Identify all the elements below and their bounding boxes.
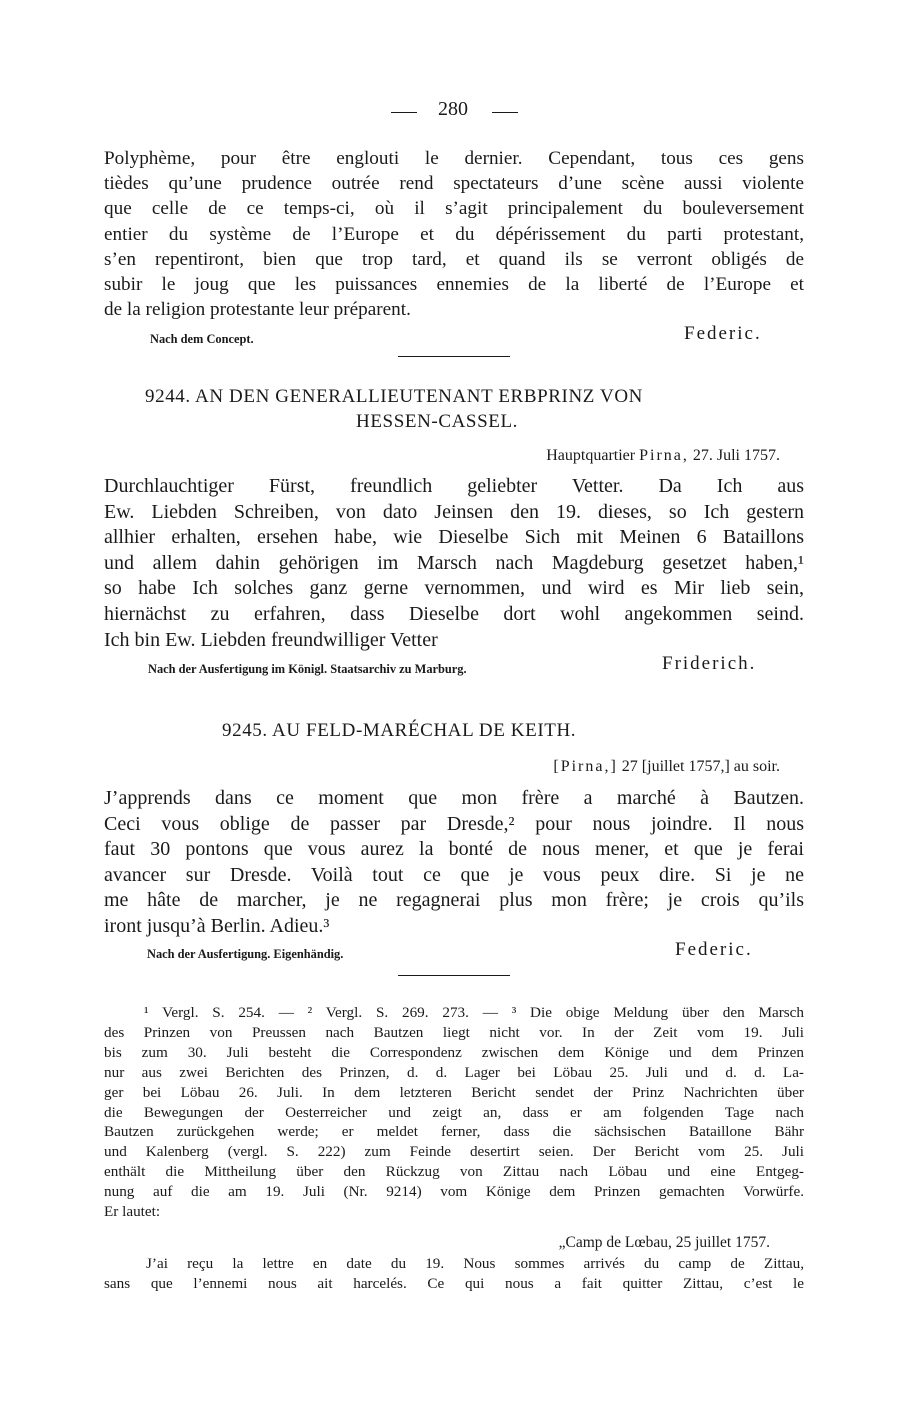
header-rule-right [492,112,518,113]
footnotes [104,1003,804,1222]
letter-body [104,474,804,653]
text-line: allhier erhalten, ersehen habe, wie Dieselbe Sich mit Meinen 6 Bataillons [104,526,804,549]
continuation-text [104,146,804,322]
footnote-line: J’ai reçu la lettre en date du 19. Nous sommes arrivés du camp de Zittau, [146,1255,804,1272]
dateline [546,447,780,465]
text-line: faut 30 pontons que vous aurez la bonté de nous mener, et que je ferai [104,838,804,861]
text-line: Ich bin Ew. Liebden freundwilliger Vetter [104,628,438,651]
text-line: que celle de ce temps-ci, où il s’agit principalement du bouleversement [104,198,804,220]
footnote-line: und Kalenberg (vergl. S. 222) zum Feinde desertirt seien. Der Bericht vom 25. Juli [104,1143,804,1161]
footnote-line: ¹ Vergl. S. 254. — ² Vergl. S. 269. 273. — ³ Die obige Meldung über den Marsch [144,1004,804,1021]
footnote-line: ger bei Löbau 26. Juli. In dem letzteren Bericht sendet der Prinz Nachrichten über [104,1083,804,1101]
text-line: avancer sur Dresde. Voilà tout ce que je vous peux dire. Si je ne [104,863,804,886]
footnote-line: nung auf die am 19. Juli (Nr. 9214) vom Könige dem Prinzen gemachten Vorwürfe. [104,1183,804,1201]
letter-body [104,786,804,940]
text-line: entier du système de l’Europe et du dépérissement du parti protestant, [104,223,804,245]
text-line: so habe Ich solches ganz gerne vernommen, und wird es Mir lieb sein, [104,577,804,600]
text-line: de la religion protestante leur préparent. [104,299,411,321]
text-line: und allem dahin gehörigen im Marsch nach Magdeburg gesetzet haben,¹ [104,551,804,574]
text-line: tièdes qu’une prudence outrée rend spectateurs d’une scène aussi violente [104,173,804,195]
footnote-line: bis zum 30. Juli besteht die Correspondenz zwischen dem Könige und dem Prinzen [104,1043,804,1061]
text-line: s’en repentiront, bien que trop tard, et quand ils se verront obligés de [104,248,804,270]
page-number: 280 [438,98,468,120]
letter-heading: 9245. AU FELD-MARÉCHAL DE KEITH. [222,720,577,741]
footnote-line: enthält die Mittheilung über den Rückzug von Zittau nach Löbau und eine Entgeg- [104,1163,804,1181]
source-note: Nach dem Concept. [150,332,254,346]
footnote-line: nur aus zwei Berichten des Prinzen, d. d. Lager bei Löbau 25. Juli und d. d. La- [104,1063,804,1081]
text-line: Ew. Liebden Schreiben, von dato Jeinsen den 19. dieses, so Ich gestern [104,500,804,523]
text-line: hiernächst zu erfahren, dass Dieselbe dort wohl angekommen seind. [104,602,804,625]
source-note: Nach der Ausfertigung im Königl. Staatsarchiv zu Marburg. [148,662,467,676]
text-line: Polyphème, pour être englouti le dernier. Cependant, tous ces gens [104,148,804,169]
source-note: Nach der Ausfertigung. Eigenhändig. [147,947,344,961]
dateline-place: Pirna, [639,447,689,464]
footnote-divider [398,975,510,976]
quote-dateline: „Camp de Lœbau, 25 juillet 1757. [558,1234,770,1251]
footnote-line: die Bewegungen der Oesterreicher und zeigt an, dass er am folgenden Tage nach [104,1103,804,1121]
text-line: subir le joug que les puissances ennemies de la liberté de l’Europe et [104,274,804,296]
signature: Federic. [675,939,753,960]
text-line: J’apprends dans ce moment que mon frère a marché à Bautzen. [104,787,804,809]
dateline [553,758,780,776]
header-rule-left [391,112,417,113]
dateline-prefix: Hauptquartier [546,447,636,464]
footnote-line: Er lautet: [104,1203,161,1221]
footnote-line: sans que l’ennemi nous ait harcelés. Ce qui nous a fait quitter Zittau, c’est le [104,1274,804,1292]
dateline-place: [Pirna,] [553,758,618,775]
text-line: iront jusqu’à Berlin. Adieu.³ [104,914,330,937]
letter-heading-continued: HESSEN-CASSEL. [356,411,519,432]
dateline-date: 27. Juli 1757. [692,447,780,464]
footnote-line: des Prinzen von Preussen nach Bautzen liegt nicht vor. In der Zeit vom 19. Juli [104,1023,804,1041]
dateline-date: 27 [juillet 1757,] au soir. [621,758,780,775]
text-line: Ceci vous oblige de passer par Dresde,² pour nous joindre. Il nous [104,812,804,835]
letter-heading: 9244. AN DEN GENERALLIEUTENANT ERBPRINZ VON [145,386,643,407]
text-line: Durchlauchtiger Fürst, freundlich geliebter Vetter. Da Ich aus [104,475,804,497]
signature: Federic. [684,323,762,344]
footnote-line: Bautzen zurückgehen werde; er meldet ferner, dass die sächsischen Bataillone Bähr [104,1123,804,1141]
section-divider [398,356,510,357]
quoted-letter [104,1254,804,1294]
text-line: me hâte de marcher, je ne regagnerai plus mon frère; je crois qu’ils [104,889,804,912]
signature: Friderich. [662,653,757,674]
